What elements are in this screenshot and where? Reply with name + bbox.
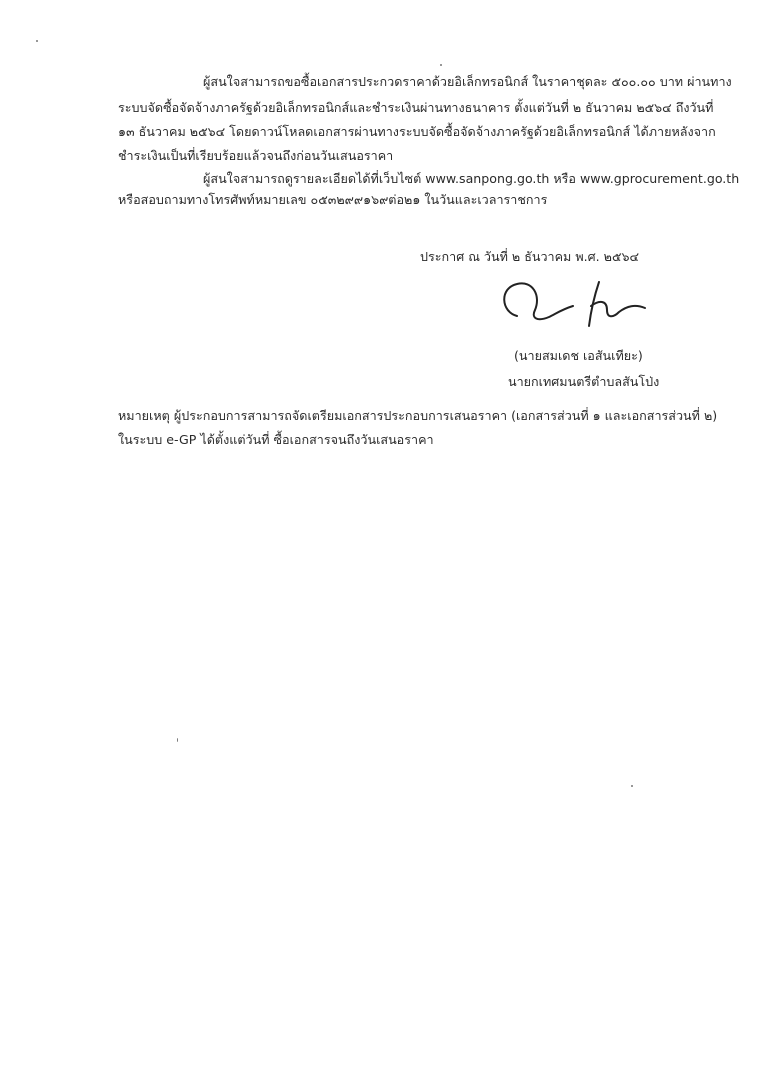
paragraph-2-line-2: หรือสอบถามทางโทรศัพท์หมายเลข ๐๕๓๒๙๙๑๖๙ต่อ๒๑ ในวันและเวลาราชการ: [118, 192, 548, 207]
scan-speck: [36, 40, 38, 42]
announcement-date: ประกาศ ณ วันที่ ๒ ธันวาคม พ.ศ. ๒๕๖๔: [420, 249, 640, 264]
signer-title: นายกเทศมนตรีตำบลสันโป่ง: [508, 374, 660, 389]
paragraph-1-line-4: ชำระเงินเป็นที่เรียบร้อยแล้วจนถึงก่อนวันเสนอราคา: [118, 148, 394, 163]
scan-speck: [440, 64, 442, 66]
handwritten-signature: [495, 276, 660, 338]
paragraph-2-line-1: ผู้สนใจสามารถดูรายละเอียดได้ที่เว็บไซต์ www.sanpong.go.th หรือ www.gprocurement.go.th: [203, 171, 740, 186]
scan-speck: [177, 738, 178, 742]
paragraph-1-line-3: ๑๓ ธันวาคม ๒๕๖๔ โดยดาวน์โหลดเอกสารผ่านทางระบบจัดซื้อจัดจ้างภาครัฐด้วยอิเล็กทรอนิกส์ ได้ภายหลังจาก: [118, 124, 716, 139]
paragraph-1-line-2: ระบบจัดซื้อจัดจ้างภาครัฐด้วยอิเล็กทรอนิกส์และชำระเงินผ่านทางธนาคาร ตั้งแต่วันที่ ๒ ธันวาคม ๒๕๖๔ ถึงวันที่: [118, 100, 714, 115]
signer-name: (นายสมเดช เอสันเทียะ): [514, 348, 643, 363]
note-line-1: หมายเหตุ ผู้ประกอบการสามารถจัดเตรียมเอกสารประกอบการเสนอราคา (เอกสารส่วนที่ ๑ และเอกสารส่วนที่ ๒): [118, 408, 718, 423]
note-line-2: ในระบบ e-GP ได้ตั้งแต่วันที่ ซื้อเอกสารจนถึงวันเสนอราคา: [118, 432, 434, 447]
paragraph-1-line-1: ผู้สนใจสามารถขอซื้อเอกสารประกวดราคาด้วยอิเล็กทรอนิกส์ ในราคาชุดละ ๕๐๐.๐๐ บาท ผ่านทาง: [203, 74, 732, 89]
scan-speck: [631, 785, 633, 787]
